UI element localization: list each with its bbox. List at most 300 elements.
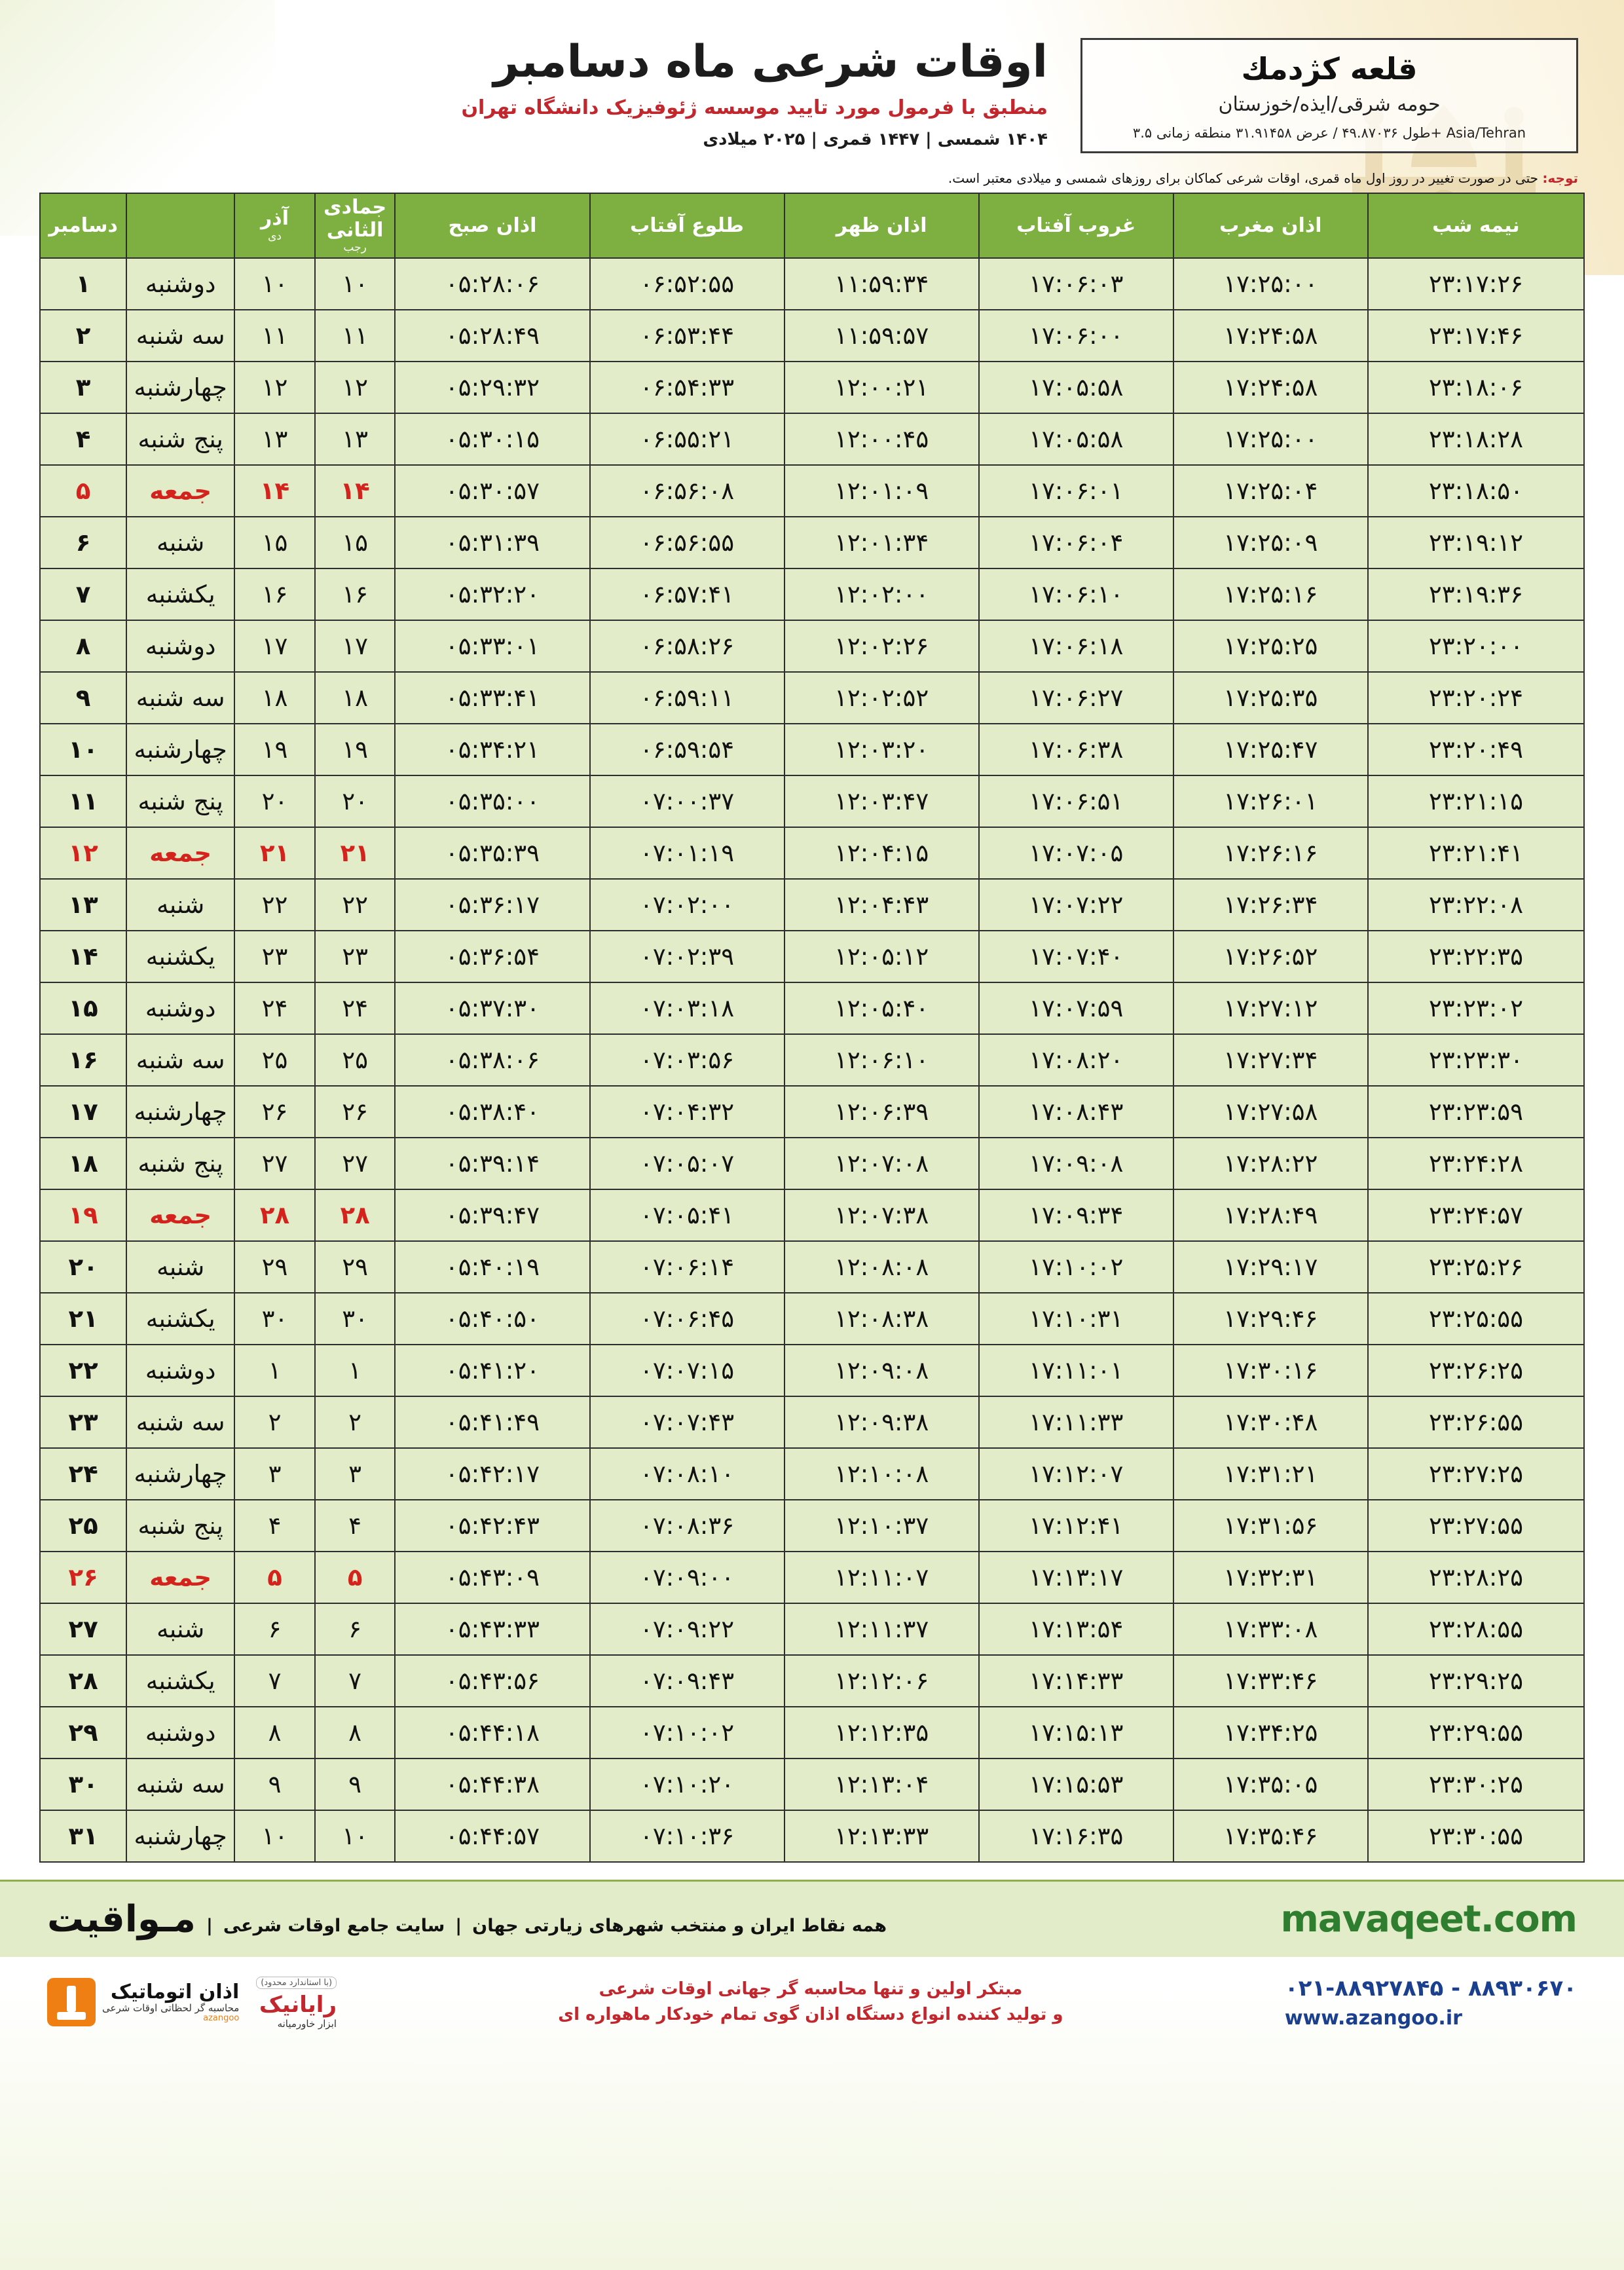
- cell-gregorian-day: ۱۳: [40, 879, 126, 931]
- table-row: [40, 827, 1584, 879]
- cell-gregorian-day: ۲۱: [40, 1293, 126, 1345]
- cell-noon: ۱۲:۰۵:۴۰: [784, 982, 979, 1034]
- table-row: [40, 1758, 1584, 1810]
- cell-noon: ۱۲:۰۴:۱۵: [784, 827, 979, 879]
- cell-sunrise: ۰۷:۰۶:۴۵: [590, 1293, 784, 1345]
- cell-hijri-day: ۱۰: [315, 1810, 396, 1862]
- cell-maghrib: ۱۷:۲۹:۴۶: [1173, 1293, 1368, 1345]
- cell-sunrise: ۰۷:۰۷:۱۵: [590, 1345, 784, 1396]
- cell-sunrise: ۰۷:۰۸:۳۶: [590, 1500, 784, 1552]
- cell-shamsi-day: ۱۶: [234, 568, 315, 620]
- cell-midnight: ۲۳:۲۸:۲۵: [1368, 1552, 1584, 1603]
- note-text: حتی در صورت تغییر در روز اول ماه قمری، اوقات شرعی کماکان برای روزهای شمسی و میلادی معتبر است.: [948, 170, 1543, 186]
- cell-fajr: ۰۵:۲۹:۳۲: [395, 362, 589, 413]
- table-row: [40, 1396, 1584, 1448]
- col-header-hijri-main: جمادی الثانی: [323, 196, 387, 242]
- cell-hijri-day: ۹: [315, 1758, 396, 1810]
- cell-hijri-day: ۶: [315, 1603, 396, 1655]
- cell-maghrib: ۱۷:۲۷:۳۴: [1173, 1034, 1368, 1086]
- cell-midnight: ۲۳:۲۳:۰۲: [1368, 982, 1584, 1034]
- footer-site-url[interactable]: mavaqeet.com: [1280, 1897, 1577, 1941]
- cell-fajr: ۰۵:۴۴:۳۸: [395, 1758, 589, 1810]
- cell-hijri-day: ۲۸: [315, 1189, 396, 1241]
- cell-hijri-day: ۳: [315, 1448, 396, 1500]
- cell-sunset: ۱۷:۱۵:۵۳: [979, 1758, 1173, 1810]
- cell-sunset: ۱۷:۰۶:۱۸: [979, 620, 1173, 672]
- logo-azangoo-sub: محاسبه گر لحظاتی اوقات شرعی: [102, 2002, 240, 2015]
- table-row: [40, 568, 1584, 620]
- cell-sunset: ۱۷:۰۶:۵۱: [979, 775, 1173, 827]
- cell-hijri-day: ۳۰: [315, 1293, 396, 1345]
- footer-logos: [47, 1975, 337, 2030]
- cell-weekday: دوشنبه: [126, 620, 234, 672]
- cell-maghrib: ۱۷:۳۳:۰۸: [1173, 1603, 1368, 1655]
- cell-hijri-day: ۱۱: [315, 310, 396, 362]
- cell-noon: ۱۲:۱۲:۰۶: [784, 1655, 979, 1707]
- cell-noon: ۱۲:۰۲:۵۲: [784, 672, 979, 724]
- cell-midnight: ۲۳:۲۰:۰۰: [1368, 620, 1584, 672]
- cell-sunrise: ۰۶:۵۸:۲۶: [590, 620, 784, 672]
- cell-gregorian-day: ۱۲: [40, 827, 126, 879]
- cell-fajr: ۰۵:۴۳:۳۳: [395, 1603, 589, 1655]
- cell-sunrise: ۰۷:۰۵:۰۷: [590, 1138, 784, 1189]
- cell-weekday: چهارشنبه: [126, 724, 234, 775]
- cell-weekday: جمعه: [126, 827, 234, 879]
- cell-shamsi-day: ۱۰: [234, 258, 315, 310]
- cell-sunrise: ۰۷:۰۵:۴۱: [590, 1189, 784, 1241]
- cell-sunrise: ۰۷:۰۹:۲۲: [590, 1603, 784, 1655]
- cell-sunrise: ۰۶:۵۶:۰۸: [590, 465, 784, 517]
- cell-noon: ۱۲:۱۱:۰۷: [784, 1552, 979, 1603]
- table-row: [40, 982, 1584, 1034]
- logo-rayanik: [256, 1975, 337, 2030]
- cell-gregorian-day: ۲۲: [40, 1345, 126, 1396]
- cell-sunrise: ۰۷:۱۰:۳۶: [590, 1810, 784, 1862]
- cell-shamsi-day: ۶: [234, 1603, 315, 1655]
- cell-gregorian-day: ۲۴: [40, 1448, 126, 1500]
- location-name: قلعه كژدمك: [1241, 51, 1418, 86]
- col-header-shamsi: [234, 193, 315, 258]
- cell-fajr: ۰۵:۳۸:۴۰: [395, 1086, 589, 1138]
- cell-noon: ۱۲:۰۰:۴۵: [784, 413, 979, 465]
- cell-fajr: ۰۵:۴۳:۵۶: [395, 1655, 589, 1707]
- cell-hijri-day: ۱۷: [315, 620, 396, 672]
- cell-gregorian-day: ۱۶: [40, 1034, 126, 1086]
- cell-shamsi-day: ۱: [234, 1345, 315, 1396]
- cell-midnight: ۲۳:۲۰:۲۴: [1368, 672, 1584, 724]
- cell-sunrise: ۰۷:۰۲:۳۹: [590, 931, 784, 982]
- cell-sunrise: ۰۶:۵۹:۱۱: [590, 672, 784, 724]
- cell-noon: ۱۲:۱۳:۰۴: [784, 1758, 979, 1810]
- cell-fajr: ۰۵:۳۶:۱۷: [395, 879, 589, 931]
- cell-noon: ۱۲:۱۰:۰۸: [784, 1448, 979, 1500]
- cell-gregorian-day: ۷: [40, 568, 126, 620]
- cell-maghrib: ۱۷:۳۰:۱۶: [1173, 1345, 1368, 1396]
- cell-sunrise: ۰۷:۱۰:۰۲: [590, 1707, 784, 1758]
- cell-gregorian-day: ۳۰: [40, 1758, 126, 1810]
- cell-weekday: دوشنبه: [126, 1707, 234, 1758]
- cell-shamsi-day: ۲۶: [234, 1086, 315, 1138]
- cell-weekday: جمعه: [126, 465, 234, 517]
- cell-maghrib: ۱۷:۲۵:۰۹: [1173, 517, 1368, 568]
- cell-shamsi-day: ۲۳: [234, 931, 315, 982]
- cell-noon: ۱۲:۰۳:۲۰: [784, 724, 979, 775]
- cell-midnight: ۲۳:۲۴:۲۸: [1368, 1138, 1584, 1189]
- cell-sunset: ۱۷:۱۰:۰۲: [979, 1241, 1173, 1293]
- cell-gregorian-day: ۶: [40, 517, 126, 568]
- cell-shamsi-day: ۲۰: [234, 775, 315, 827]
- cell-maghrib: ۱۷:۲۸:۴۹: [1173, 1189, 1368, 1241]
- table-header-row: [40, 193, 1584, 258]
- cell-fajr: ۰۵:۲۸:۴۹: [395, 310, 589, 362]
- table-row: [40, 775, 1584, 827]
- cell-noon: ۱۱:۵۹:۳۴: [784, 258, 979, 310]
- cell-midnight: ۲۳:۲۲:۰۸: [1368, 879, 1584, 931]
- col-header-sunrise: طلوع آفتاب: [590, 193, 784, 258]
- col-header-maghrib: اذان مغرب: [1173, 193, 1368, 258]
- cell-noon: ۱۲:۰۸:۳۸: [784, 1293, 979, 1345]
- cell-maghrib: ۱۷:۳۴:۲۵: [1173, 1707, 1368, 1758]
- cell-gregorian-day: ۲: [40, 310, 126, 362]
- table-head: [40, 193, 1584, 258]
- prayer-times-table: [39, 193, 1585, 1863]
- background-decoration-bottom: [0, 1988, 1624, 2270]
- cell-gregorian-day: ۱۹: [40, 1189, 126, 1241]
- table-row: [40, 1603, 1584, 1655]
- table-row: [40, 1138, 1584, 1189]
- page-subtitle: منطبق با فرمول مورد تایید موسسه ژئوفیزیک دانشگاه تهران: [461, 96, 1048, 120]
- cell-gregorian-day: ۲۹: [40, 1707, 126, 1758]
- cell-maghrib: ۱۷:۲۶:۵۲: [1173, 931, 1368, 982]
- cell-sunset: ۱۷:۱۳:۵۴: [979, 1603, 1173, 1655]
- cell-midnight: ۲۳:۲۷:۵۵: [1368, 1500, 1584, 1552]
- cell-fajr: ۰۵:۳۰:۵۷: [395, 465, 589, 517]
- cell-sunset: ۱۷:۱۲:۴۱: [979, 1500, 1173, 1552]
- cell-shamsi-day: ۱۸: [234, 672, 315, 724]
- cell-fajr: ۰۵:۴۳:۰۹: [395, 1552, 589, 1603]
- cell-sunrise: ۰۷:۰۹:۴۳: [590, 1655, 784, 1707]
- cell-fajr: ۰۵:۳۵:۳۹: [395, 827, 589, 879]
- cell-hijri-day: ۱۲: [315, 362, 396, 413]
- col-header-shamsi-sub: دی: [268, 229, 282, 243]
- cell-noon: ۱۲:۰۷:۰۸: [784, 1138, 979, 1189]
- cell-shamsi-day: ۵: [234, 1552, 315, 1603]
- cell-fajr: ۰۵:۳۵:۰۰: [395, 775, 589, 827]
- cell-sunset: ۱۷:۰۷:۵۹: [979, 982, 1173, 1034]
- prayer-times-table-wrap: [0, 193, 1624, 1863]
- cell-gregorian-day: ۲۳: [40, 1396, 126, 1448]
- table-row: [40, 1552, 1584, 1603]
- cell-midnight: ۲۳:۲۲:۳۵: [1368, 931, 1584, 982]
- cell-sunrise: ۰۷:۱۰:۲۰: [590, 1758, 784, 1810]
- cell-sunrise: ۰۷:۰۸:۱۰: [590, 1448, 784, 1500]
- cell-sunrise: ۰۷:۰۱:۱۹: [590, 827, 784, 879]
- table-row: [40, 1034, 1584, 1086]
- footer-brand-name: مـواقیت: [47, 1897, 196, 1941]
- cell-fajr: ۰۵:۲۸:۰۶: [395, 258, 589, 310]
- cell-weekday: چهارشنبه: [126, 1810, 234, 1862]
- cell-gregorian-day: ۲۰: [40, 1241, 126, 1293]
- cell-hijri-day: ۱۰: [315, 258, 396, 310]
- cell-fajr: ۰۵:۴۲:۴۳: [395, 1500, 589, 1552]
- cell-maghrib: ۱۷:۲۶:۰۱: [1173, 775, 1368, 827]
- cell-sunrise: ۰۶:۵۳:۴۴: [590, 310, 784, 362]
- cell-shamsi-day: ۲۸: [234, 1189, 315, 1241]
- table-row: [40, 1189, 1584, 1241]
- cell-maghrib: ۱۷:۲۵:۲۵: [1173, 620, 1368, 672]
- cell-midnight: ۲۳:۲۹:۵۵: [1368, 1707, 1584, 1758]
- cell-noon: ۱۲:۰۳:۴۷: [784, 775, 979, 827]
- cell-shamsi-day: ۱۰: [234, 1810, 315, 1862]
- cell-noon: ۱۲:۰۶:۳۹: [784, 1086, 979, 1138]
- cell-hijri-day: ۲۶: [315, 1086, 396, 1138]
- location-coordinates: طول ۴۹.۸۷۰۳۶ / عرض ۳۱.۹۱۴۵۸ منطقه زمانی ۳.۵+ Asia/Tehran: [1132, 124, 1526, 141]
- cell-sunset: ۱۷:۰۹:۰۸: [979, 1138, 1173, 1189]
- cell-fajr: ۰۵:۳۸:۰۶: [395, 1034, 589, 1086]
- cell-midnight: ۲۳:۱۸:۰۶: [1368, 362, 1584, 413]
- cell-sunset: ۱۷:۰۶:۳۸: [979, 724, 1173, 775]
- cell-maghrib: ۱۷:۲۴:۵۸: [1173, 310, 1368, 362]
- cell-hijri-day: ۲۴: [315, 982, 396, 1034]
- cell-shamsi-day: ۱۳: [234, 413, 315, 465]
- cell-hijri-day: ۲۵: [315, 1034, 396, 1086]
- cell-shamsi-day: ۱۵: [234, 517, 315, 568]
- table-row: [40, 1448, 1584, 1500]
- cell-weekday: یکشنبه: [126, 568, 234, 620]
- cell-shamsi-day: ۲۹: [234, 1241, 315, 1293]
- cell-noon: ۱۲:۰۱:۳۴: [784, 517, 979, 568]
- cell-shamsi-day: ۹: [234, 1758, 315, 1810]
- col-header-hijri-sub: رجب: [343, 241, 367, 254]
- footer-slogan-line-2: و تولید کننده انواع دستگاه اذان گوی تمام خودکار ماهواره ای: [558, 2005, 1063, 2025]
- footer-brand: [47, 1898, 887, 1941]
- cell-midnight: ۲۳:۲۴:۵۷: [1368, 1189, 1584, 1241]
- cell-fajr: ۰۵:۳۳:۰۱: [395, 620, 589, 672]
- cell-maghrib: ۱۷:۳۱:۲۱: [1173, 1448, 1368, 1500]
- table-row: [40, 672, 1584, 724]
- cell-shamsi-day: ۱۷: [234, 620, 315, 672]
- cell-fajr: ۰۵:۳۷:۳۰: [395, 982, 589, 1034]
- cell-sunrise: ۰۶:۵۷:۴۱: [590, 568, 784, 620]
- speaker-icon: [47, 1978, 96, 2026]
- cell-weekday: یکشنبه: [126, 931, 234, 982]
- cell-maghrib: ۱۷:۳۳:۴۶: [1173, 1655, 1368, 1707]
- cell-weekday: شنبه: [126, 879, 234, 931]
- cell-sunset: ۱۷:۱۱:۰۱: [979, 1345, 1173, 1396]
- cell-sunset: ۱۷:۰۶:۱۰: [979, 568, 1173, 620]
- col-header-weekday: [126, 193, 234, 258]
- logo-rayanik-badge: (با استاندارد محدود): [256, 1977, 337, 1989]
- cell-shamsi-day: ۲۷: [234, 1138, 315, 1189]
- cell-gregorian-day: ۵: [40, 465, 126, 517]
- cell-sunrise: ۰۷:۰۷:۴۳: [590, 1396, 784, 1448]
- cell-noon: ۱۲:۱۰:۳۷: [784, 1500, 979, 1552]
- logo-rayanik-sub: ابزار خاورمیانه: [277, 2017, 337, 2030]
- cell-weekday: شنبه: [126, 517, 234, 568]
- cell-weekday: دوشنبه: [126, 1345, 234, 1396]
- table-row: [40, 724, 1584, 775]
- cell-shamsi-day: ۲۲: [234, 879, 315, 931]
- cell-weekday: سه شنبه: [126, 1758, 234, 1810]
- cell-weekday: پنج شنبه: [126, 1138, 234, 1189]
- cell-sunrise: ۰۷:۰۰:۳۷: [590, 775, 784, 827]
- table-body: [40, 258, 1584, 1862]
- cell-sunset: ۱۷:۰۹:۳۴: [979, 1189, 1173, 1241]
- cell-midnight: ۲۳:۳۰:۵۵: [1368, 1810, 1584, 1862]
- cell-hijri-day: ۲۹: [315, 1241, 396, 1293]
- cell-gregorian-day: ۹: [40, 672, 126, 724]
- cell-midnight: ۲۳:۱۸:۵۰: [1368, 465, 1584, 517]
- cell-gregorian-day: ۴: [40, 413, 126, 465]
- cell-noon: ۱۲:۰۴:۴۳: [784, 879, 979, 931]
- table-row: [40, 620, 1584, 672]
- footer-website[interactable]: www.azangoo.ir: [1284, 2006, 1462, 2030]
- cell-sunrise: ۰۷:۰۳:۱۸: [590, 982, 784, 1034]
- footer-sep-1: |: [455, 1915, 462, 1936]
- cell-sunrise: ۰۷:۰۶:۱۴: [590, 1241, 784, 1293]
- table-row: [40, 1655, 1584, 1707]
- cell-shamsi-day: ۷: [234, 1655, 315, 1707]
- page-title: اوقات شرعی ماه دسامبر: [493, 36, 1048, 88]
- cell-hijri-day: ۵: [315, 1552, 396, 1603]
- cell-fajr: ۰۵:۴۴:۱۸: [395, 1707, 589, 1758]
- cell-fajr: ۰۵:۴۱:۲۰: [395, 1345, 589, 1396]
- cell-midnight: ۲۳:۲۹:۲۵: [1368, 1655, 1584, 1707]
- cell-gregorian-day: ۱۷: [40, 1086, 126, 1138]
- cell-gregorian-day: ۲۷: [40, 1603, 126, 1655]
- cell-maghrib: ۱۷:۲۵:۰۰: [1173, 413, 1368, 465]
- cell-gregorian-day: ۱۰: [40, 724, 126, 775]
- cell-midnight: ۲۳:۲۱:۱۵: [1368, 775, 1584, 827]
- logo-azangoo-en: azangoo: [203, 2013, 240, 2023]
- cell-sunset: ۱۷:۰۷:۲۲: [979, 879, 1173, 931]
- cell-gregorian-day: ۱: [40, 258, 126, 310]
- cell-weekday: چهارشنبه: [126, 362, 234, 413]
- cell-shamsi-day: ۱۱: [234, 310, 315, 362]
- cell-sunset: ۱۷:۰۵:۵۸: [979, 413, 1173, 465]
- cell-sunset: ۱۷:۰۷:۰۵: [979, 827, 1173, 879]
- cell-midnight: ۲۳:۲۳:۵۹: [1368, 1086, 1584, 1138]
- cell-shamsi-day: ۴: [234, 1500, 315, 1552]
- cell-hijri-day: ۴: [315, 1500, 396, 1552]
- cell-shamsi-day: ۱۲: [234, 362, 315, 413]
- table-row: [40, 258, 1584, 310]
- col-header-gregorian: دسامبر: [40, 193, 126, 258]
- cell-midnight: ۲۳:۱۷:۴۶: [1368, 310, 1584, 362]
- cell-midnight: ۲۳:۲۵:۲۶: [1368, 1241, 1584, 1293]
- cell-gregorian-day: ۲۸: [40, 1655, 126, 1707]
- cell-sunset: ۱۷:۰۶:۰۴: [979, 517, 1173, 568]
- cell-maghrib: ۱۷:۲۷:۵۸: [1173, 1086, 1368, 1138]
- cell-noon: ۱۲:۰۱:۰۹: [784, 465, 979, 517]
- table-row: [40, 1345, 1584, 1396]
- cell-fajr: ۰۵:۳۱:۳۹: [395, 517, 589, 568]
- cell-weekday: پنج شنبه: [126, 413, 234, 465]
- cell-maghrib: ۱۷:۳۲:۳۱: [1173, 1552, 1368, 1603]
- cell-sunset: ۱۷:۰۶:۲۷: [979, 672, 1173, 724]
- cell-shamsi-day: ۸: [234, 1707, 315, 1758]
- col-header-midnight: نیمه شب: [1368, 193, 1584, 258]
- cell-fajr: ۰۵:۴۴:۵۷: [395, 1810, 589, 1862]
- cell-sunrise: ۰۷:۰۳:۵۶: [590, 1034, 784, 1086]
- cell-hijri-day: ۲: [315, 1396, 396, 1448]
- calendar-years: ۱۴۰۴ شمسی | ۱۴۴۷ قمری | ۲۰۲۵ میلادی: [703, 130, 1048, 150]
- cell-noon: ۱۲:۱۳:۳۳: [784, 1810, 979, 1862]
- cell-sunset: ۱۷:۱۳:۱۷: [979, 1552, 1173, 1603]
- table-row: [40, 1241, 1584, 1293]
- cell-sunrise: ۰۶:۵۵:۲۱: [590, 413, 784, 465]
- cell-fajr: ۰۵:۳۹:۱۴: [395, 1138, 589, 1189]
- cell-sunset: ۱۷:۰۸:۲۰: [979, 1034, 1173, 1086]
- cell-hijri-day: ۲۱: [315, 827, 396, 879]
- cell-hijri-day: ۸: [315, 1707, 396, 1758]
- logo-azangoo: [47, 1978, 239, 2026]
- col-header-fajr: اذان صبح: [395, 193, 589, 258]
- cell-noon: ۱۱:۵۹:۵۷: [784, 310, 979, 362]
- cell-maghrib: ۱۷:۲۵:۱۶: [1173, 568, 1368, 620]
- cell-sunset: ۱۷:۱۵:۱۳: [979, 1707, 1173, 1758]
- cell-weekday: جمعه: [126, 1552, 234, 1603]
- cell-midnight: ۲۳:۲۳:۳۰: [1368, 1034, 1584, 1086]
- cell-fajr: ۰۵:۳۰:۱۵: [395, 413, 589, 465]
- cell-gregorian-day: ۲۶: [40, 1552, 126, 1603]
- table-row: [40, 517, 1584, 568]
- cell-midnight: ۲۳:۱۸:۲۸: [1368, 413, 1584, 465]
- table-row: [40, 310, 1584, 362]
- col-header-sunset: غروب آفتاب: [979, 193, 1173, 258]
- cell-noon: ۱۲:۰۲:۰۰: [784, 568, 979, 620]
- cell-noon: ۱۲:۱۲:۳۵: [784, 1707, 979, 1758]
- cell-weekday: سه شنبه: [126, 1034, 234, 1086]
- cell-midnight: ۲۳:۲۸:۵۵: [1368, 1603, 1584, 1655]
- table-row: [40, 879, 1584, 931]
- cell-shamsi-day: ۲۵: [234, 1034, 315, 1086]
- cell-sunset: ۱۷:۰۸:۴۳: [979, 1086, 1173, 1138]
- table-row: [40, 413, 1584, 465]
- cell-weekday: پنج شنبه: [126, 1500, 234, 1552]
- cell-sunset: ۱۷:۰۶:۰۰: [979, 310, 1173, 362]
- cell-weekday: شنبه: [126, 1241, 234, 1293]
- cell-maghrib: ۱۷:۳۰:۴۸: [1173, 1396, 1368, 1448]
- cell-weekday: یکشنبه: [126, 1655, 234, 1707]
- cell-weekday: دوشنبه: [126, 258, 234, 310]
- cell-maghrib: ۱۷:۲۶:۳۴: [1173, 879, 1368, 931]
- cell-fajr: ۰۵:۴۲:۱۷: [395, 1448, 589, 1500]
- table-row: [40, 1293, 1584, 1345]
- cell-maghrib: ۱۷:۲۵:۰۰: [1173, 258, 1368, 310]
- cell-maghrib: ۱۷:۲۵:۰۴: [1173, 465, 1368, 517]
- col-header-shamsi-main: آذر: [261, 207, 289, 231]
- cell-hijri-day: ۱۸: [315, 672, 396, 724]
- cell-gregorian-day: ۳: [40, 362, 126, 413]
- cell-shamsi-day: ۱۴: [234, 465, 315, 517]
- cell-sunrise: ۰۶:۵۲:۵۵: [590, 258, 784, 310]
- table-row: [40, 1707, 1584, 1758]
- cell-midnight: ۲۳:۲۶:۵۵: [1368, 1396, 1584, 1448]
- cell-maghrib: ۱۷:۳۵:۰۵: [1173, 1758, 1368, 1810]
- cell-gregorian-day: ۱۱: [40, 775, 126, 827]
- cell-weekday: سه شنبه: [126, 310, 234, 362]
- table-row: [40, 1086, 1584, 1138]
- cell-midnight: ۲۳:۱۹:۳۶: [1368, 568, 1584, 620]
- cell-sunrise: ۰۷:۰۲:۰۰: [590, 879, 784, 931]
- footer-phone: ۰۲۱-۸۸۹۲۷۸۴۵ - ۸۸۹۳۰۶۷۰: [1284, 1975, 1577, 2001]
- cell-maghrib: ۱۷:۳۱:۵۶: [1173, 1500, 1368, 1552]
- cell-fajr: ۰۵:۴۰:۵۰: [395, 1293, 589, 1345]
- cell-weekday: سه شنبه: [126, 1396, 234, 1448]
- note-line: [0, 153, 1624, 193]
- cell-hijri-day: ۱۹: [315, 724, 396, 775]
